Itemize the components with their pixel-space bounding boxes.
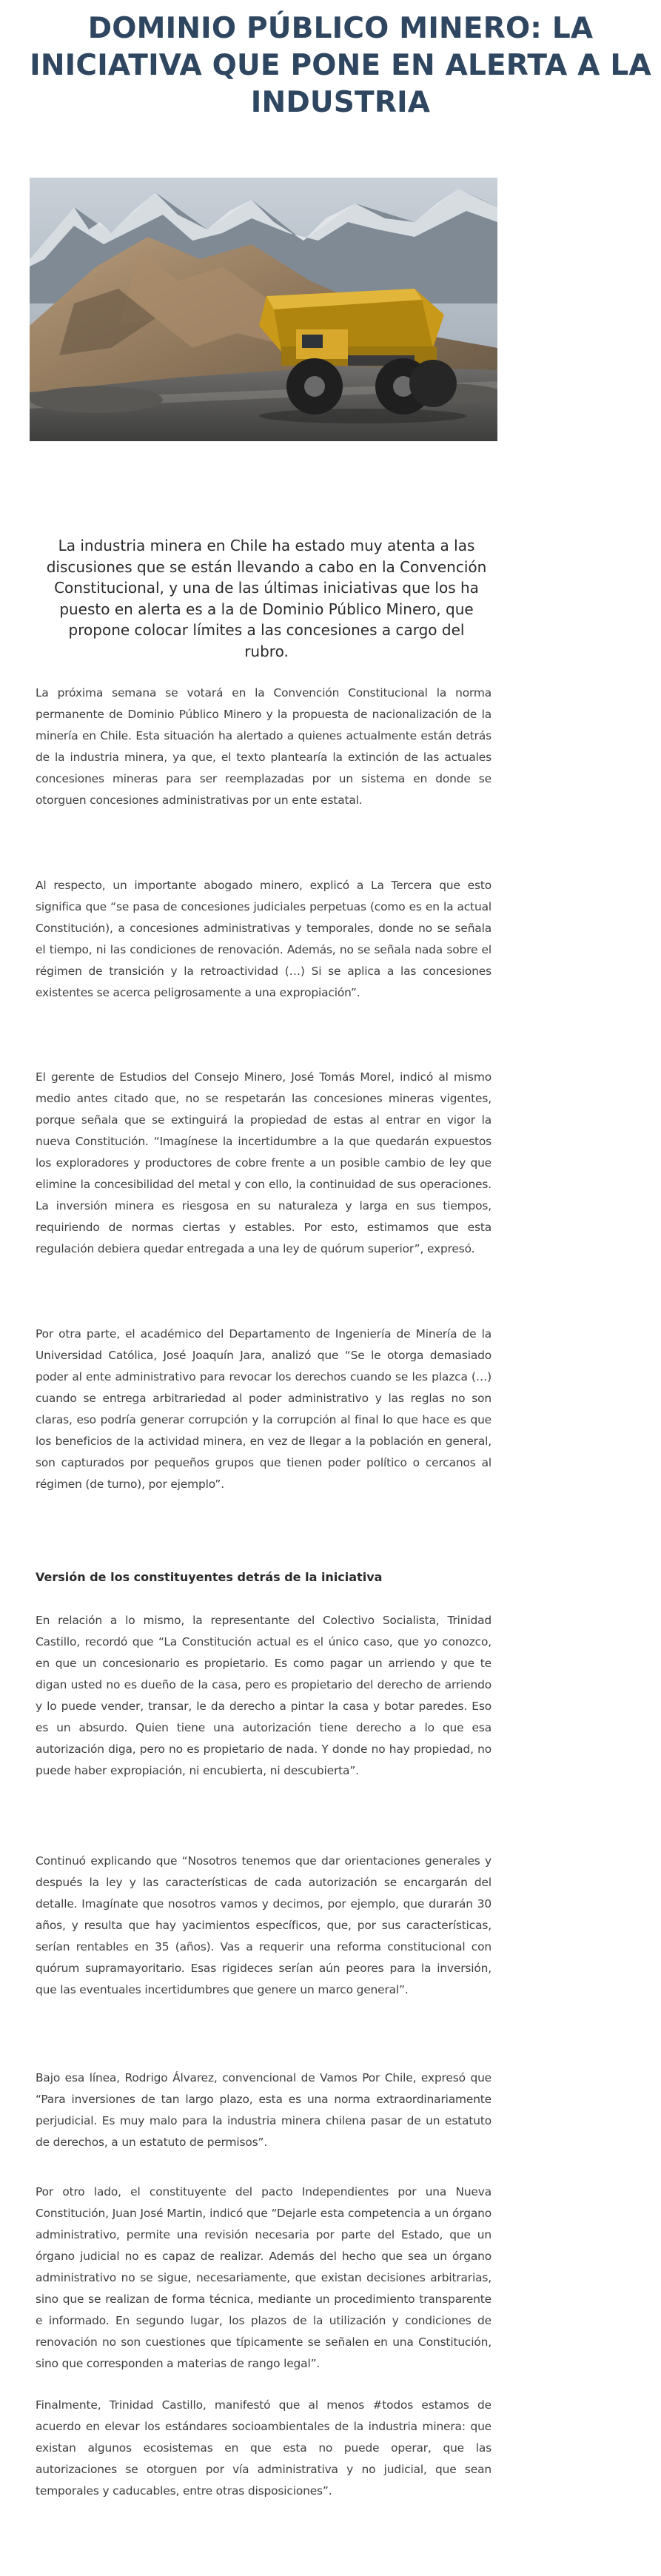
mining-truck-icon: [30, 178, 497, 441]
body-paragraph: Por otra parte, el académico del Departamento de Ingeniería de Minería de la Universidad Católica, José Joaquín Jara, analizó que “Se le otorga demasiado poder al ente administrativo para revocar los derechos cuando se les plazca (…) cuando se entrega arbitrariedad al poder administrativo y las reglas no son claras, eso podría generar corrupción y la corrupción al final lo que hace es que los beneficios de la actividad minera, en vez de llegar a la población en general, son capturados por pequeños grupos que tienen poder político o cercanos al régimen (de turno), por ejemplo”.: [36, 1327, 491, 1491]
section-subheading: Versión de los constituyentes detrás de la iniciativa: [36, 1570, 383, 1584]
body-paragraph: Por otro lado, el constituyente del pacto Independientes por una Nueva Constitución, Juan José Martin, indicó que “Dejarle esta competencia a un órgano administrativo, permite una revisión necesaria por parte del Estado, que un órgano judicial no es capaz de realizar. Además del hecho que sea un órgano administrativo no se sigue, necesariamente, que existan decisiones arbitrarias, sino que se realizan de forma técnica, mediante un procedimiento transparente e informado. En segundo lugar, los plazos de la utilización y condiciones de renovación no son cuestiones que típicamente se señalen en una Constitución, sino que corresponden a materias de rango legal”.: [36, 2185, 491, 2370]
body-paragraph: En relación a lo mismo, la representante del Colectivo Socialista, Trinidad Castillo, recordó que “La Constitución actual es el único caso, que yo conozco, en que un concesionario es propietario. Es como pagar un arriendo y que te digan usted no es dueño de la casa, pero es propietario del derecho de arriendo y lo puede vender, transar, le da derecho a pintar la casa y botar paredes. Eso es un absurdo. Quien tiene una autorización tiene derecho a lo que esa autorización diga, pero no es propietario de nada. Y donde no hay propiedad, no puede haber expropiación, ni encubierta, ni descubierta”.: [36, 1614, 491, 1777]
body-paragraph: La próxima semana se votará en la Convención Constitucional la norma permanente de Dominio Público Minero y la propuesta de nacionalización de la minería en Chile. Esta situación ha alertado a quienes actualmente están detrás de la industria minera, ya que, el texto plantearía la extinción de las actuales concesiones mineras para ser reemplazadas por un sistema en donde se otorguen concesiones administrativas por un ente estatal.: [36, 686, 491, 807]
article-title: DOMINIO PÚBLICO MINERO: LA INICIATIVA QUE PONE EN ALERTA A LA INDUSTRIA: [30, 12, 651, 119]
body-paragraph: Bajo esa línea, Rodrigo Álvarez, convencional de Vamos Por Chile, expresó que “Para inversiones de tan largo plazo, esta es una norma extraordinariamente perjudicial. Es muy malo para la industria minera chilena pasar de un estatuto de derechos, a un estatuto de permisos”.: [36, 2071, 491, 2149]
body-paragraph: El gerente de Estudios del Consejo Minero, José Tomás Morel, indicó al mismo medio antes citado que, no se respetarán las concesiones mineras vigentes, porque señala que se extinguirá la propiedad de estas al entrar en vigor la nueva Constitución. “Imagínese la incertidumbre a la que quedarán expuestos los exploradores y productores de cobre frente a un posible cambio de ley que elimine la concesibilidad del metal y con ello, la continuidad de sus operaciones. La inversión minera es riesgosa en su naturaleza y larga en sus tiempos, requiriendo de normas ciertas y estables. Por esto, estimamos que esta regulación debiera quedar entregada a una ley de quórum superior”, expresó.: [36, 1070, 491, 1255]
body-paragraph: Continuó explicando que “Nosotros tenemos que dar orientaciones generales y después la ley y las características de cada autorización se encargarán del detalle. Imagínate que nosotros vamos y decimos, por ejemplo, que durarán 30 años, y resulta que hay yacimientos específicos, que, por sus características, serían rentables en 35 (años). Vas a requerir una reforma constitucional con quórum supramayoritario. Esas rigideces serían aún peores para la inversión, que las eventuales incertidumbres que genere un marco general”.: [36, 1854, 491, 1996]
body-paragraph: Finalmente, Trinidad Castillo, manifestó que al menos #todos estamos de acuerdo en elevar los estándares socioambientales de la industria minera: que existan algunos ecosistemas en que esta no puede operar, que las autorizaciones se otorguen por vía administrativa y no judicial, que sean temporales y caducables, entre otras disposiciones”.: [36, 2398, 491, 2498]
mining-truck-photo: [30, 178, 497, 441]
article-lead: La industria minera en Chile ha estado muy atenta a las discusiones que se están llevando a cabo en la Convención Constitucional, y una de las últimas iniciativas que los ha puesto en alerta es a la de Dominio Público Minero, que propone colocar límites a las concesiones a cargo del rubro.: [46, 537, 487, 660]
body-paragraph: Al respecto, un importante abogado minero, explicó a La Tercera que esto significa que “se pasa de concesiones judiciales perpetuas (como es en la actual Constitución), a concesiones administrativas y temporales, donde no se señala el tiempo, ni las condiciones de renovación. Además, no se señala nada sobre el régimen de transición y la retroactividad (…) Si se aplica a las concesiones existentes se acerca peligrosamente a una expropiación”.: [36, 879, 491, 999]
